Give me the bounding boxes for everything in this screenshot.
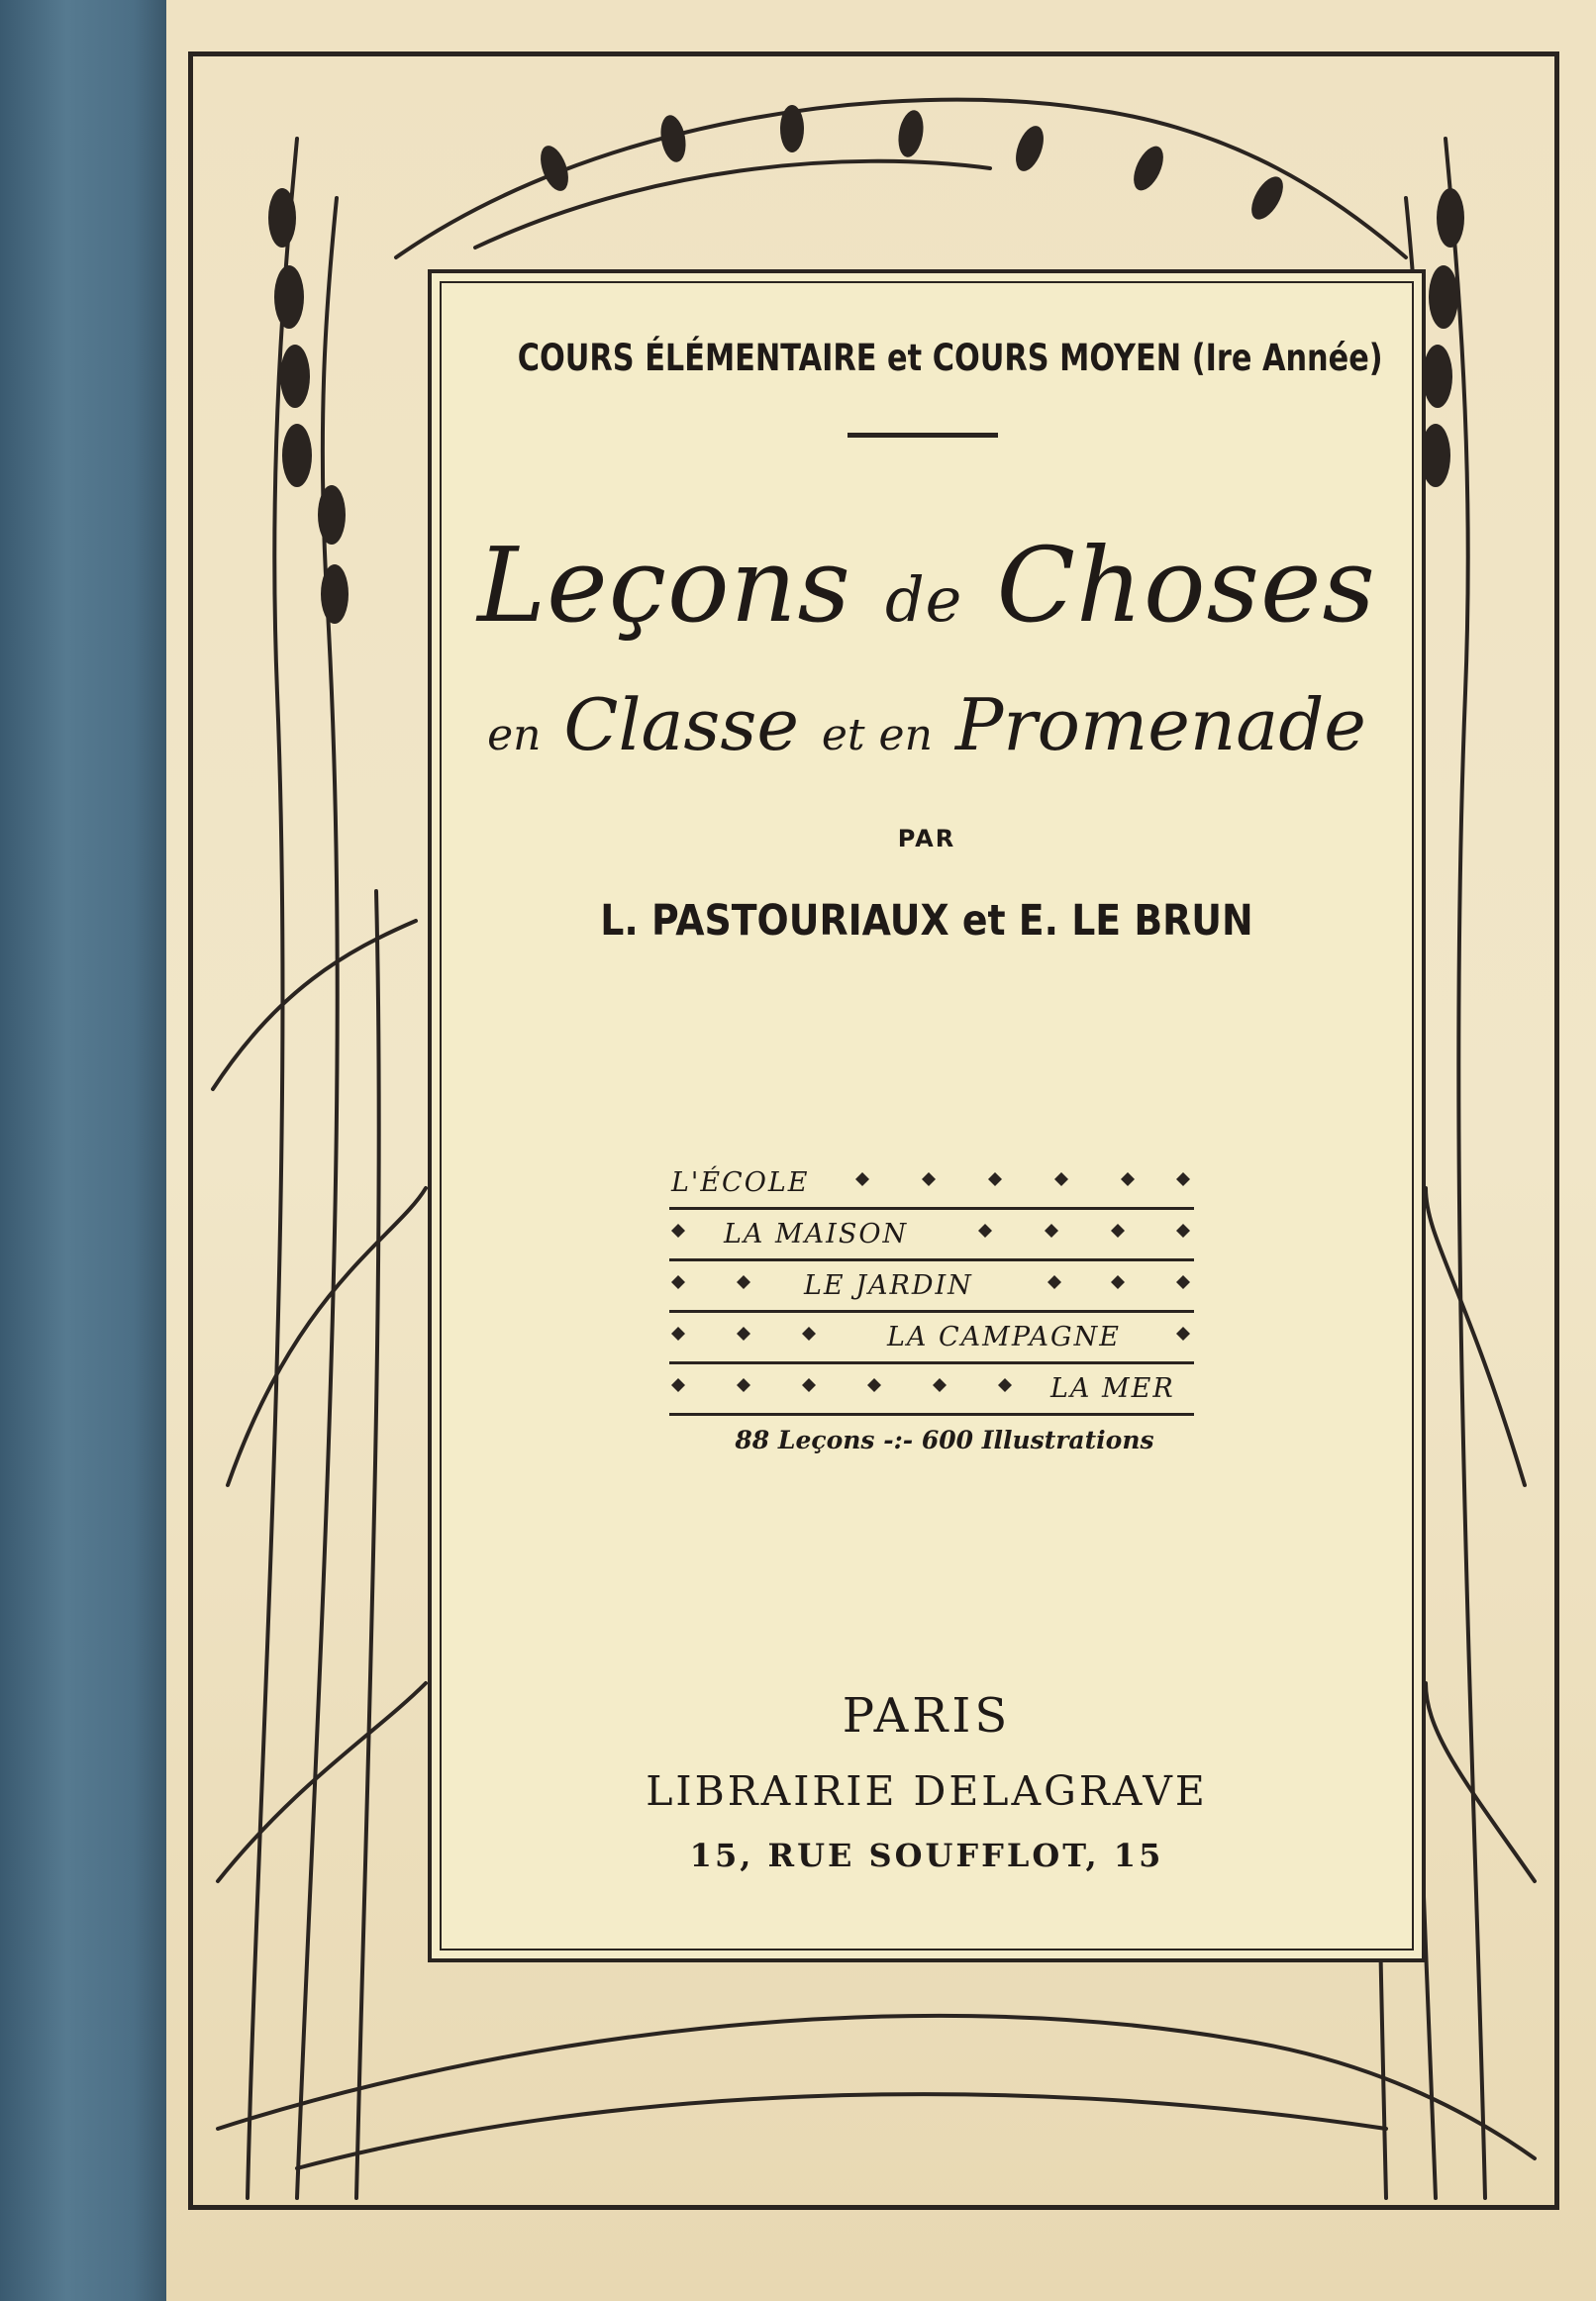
contents-item <box>669 1313 1194 1364</box>
publisher-city: PARIS <box>842 1688 1012 1744</box>
diamond-ornament-icon <box>671 1378 685 1392</box>
title-word: Leçons <box>477 525 851 646</box>
subtitle-word: Classe <box>563 683 799 766</box>
contents-item-label: LA MER <box>1050 1373 1175 1404</box>
book-title <box>428 525 1426 646</box>
title-word: de <box>884 563 963 636</box>
diamond-ornament-icon <box>1176 1172 1190 1186</box>
diamond-ornament-icon <box>737 1378 750 1392</box>
diamond-ornament-icon <box>855 1172 869 1186</box>
diamond-ornament-icon <box>671 1327 685 1341</box>
diamond-ornament-icon <box>1121 1172 1135 1186</box>
diamond-ornament-icon <box>922 1172 936 1186</box>
diamond-ornament-icon <box>1045 1224 1058 1238</box>
publisher-name: LIBRAIRIE DELAGRAVE <box>646 1767 1208 1815</box>
subtitle-word: et en <box>821 710 933 760</box>
series-divider <box>848 433 998 438</box>
authors: L. PASTOURIAUX et E. LE BRUN <box>600 896 1253 946</box>
diamond-ornament-icon <box>978 1224 992 1238</box>
contents-item-label: L'ÉCOLE <box>671 1167 810 1198</box>
contents-item-label: LA CAMPAGNE <box>887 1322 1121 1352</box>
contents-item-label: LE JARDIN <box>804 1270 973 1301</box>
row-rule <box>669 1413 1194 1416</box>
diamond-ornament-icon <box>737 1327 750 1341</box>
diamond-ornament-icon <box>802 1327 816 1341</box>
contents-item <box>669 1364 1194 1416</box>
diamond-ornament-icon <box>1111 1224 1125 1238</box>
diamond-ornament-icon <box>998 1378 1012 1392</box>
diamond-ornament-icon <box>671 1275 685 1289</box>
title-word: Choses <box>996 525 1376 646</box>
lesson-count: 88 Leçons -:- 600 Illustrations <box>735 1426 1154 1454</box>
contents-item <box>669 1210 1194 1261</box>
diamond-ornament-icon <box>1176 1224 1190 1238</box>
contents-item-label: LA MAISON <box>724 1219 909 1250</box>
diamond-ornament-icon <box>1054 1172 1068 1186</box>
diamond-ornament-icon <box>867 1378 881 1392</box>
diamond-ornament-icon <box>1111 1275 1125 1289</box>
diamond-ornament-icon <box>1047 1275 1061 1289</box>
by-label: PAR <box>897 825 956 852</box>
subtitle-word: Promenade <box>954 683 1366 766</box>
subtitle-word: en <box>487 710 542 760</box>
contents-item <box>669 1261 1194 1313</box>
diamond-ornament-icon <box>671 1224 685 1238</box>
diamond-ornament-icon <box>737 1275 750 1289</box>
diamond-ornament-icon <box>1176 1327 1190 1341</box>
publisher-address: 15, RUE SOUFFLOT, 15 <box>689 1837 1164 1874</box>
diamond-ornament-icon <box>802 1378 816 1392</box>
book-subtitle <box>428 683 1426 766</box>
diamond-ornament-icon <box>933 1378 947 1392</box>
diamond-ornament-icon <box>988 1172 1002 1186</box>
diamond-ornament-icon <box>1176 1275 1190 1289</box>
series-line: COURS ÉLÉMENTAIRE et COURS MOYEN (Ire Année) <box>517 337 1383 379</box>
contents-item <box>669 1158 1194 1210</box>
